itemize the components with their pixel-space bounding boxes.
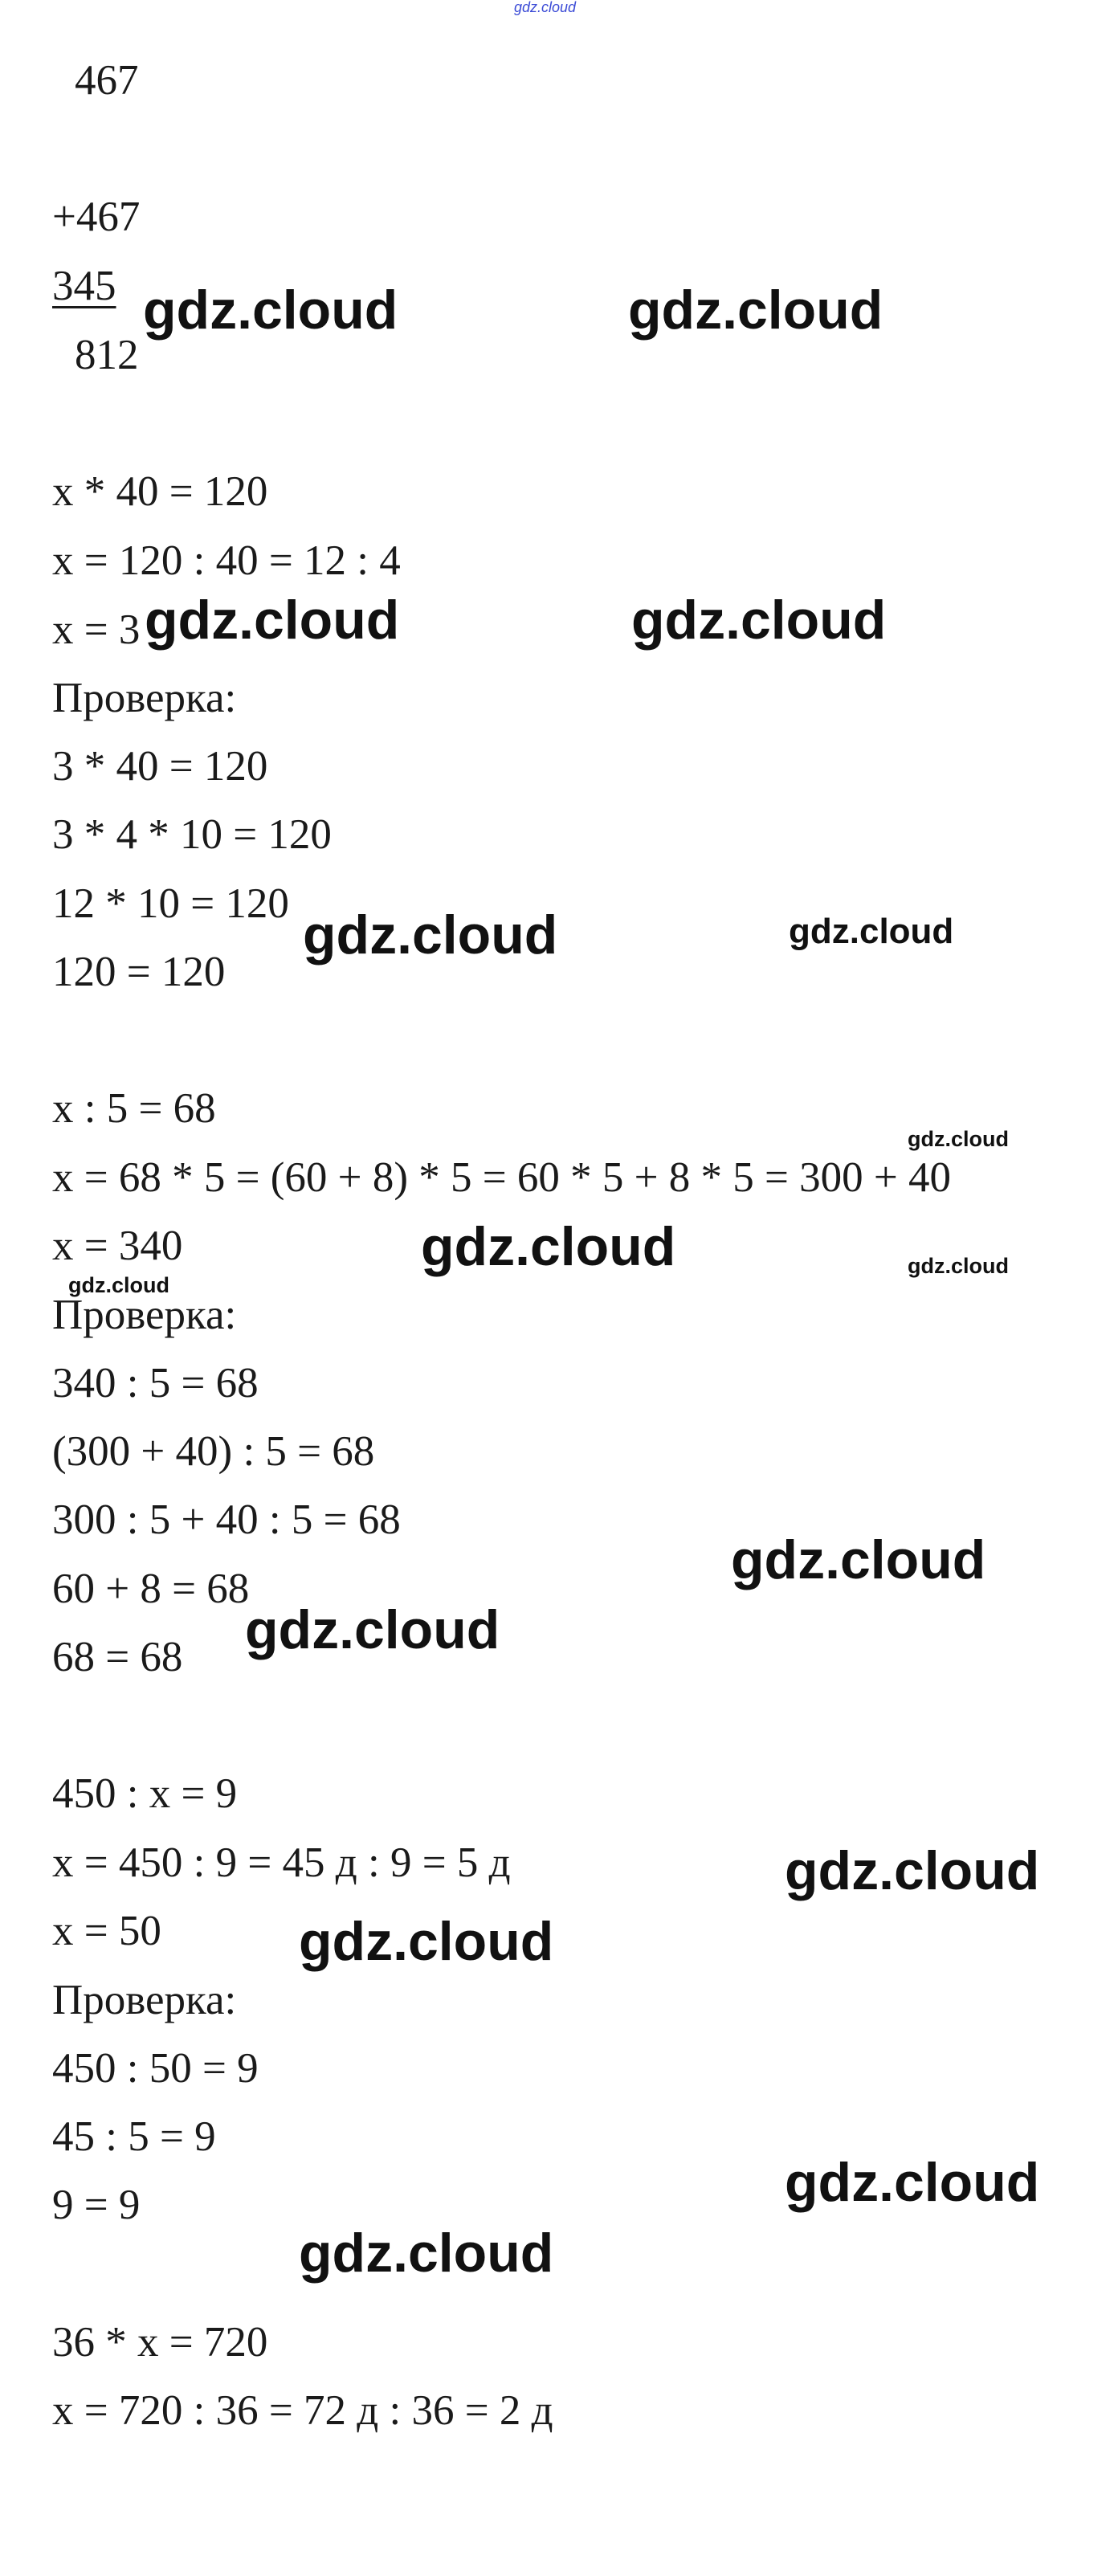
- site-mark: gdz.cloud: [514, 0, 577, 15]
- watermark: gdz.cloud: [908, 1127, 1009, 1151]
- watermark: gdz.cloud: [785, 2152, 1040, 2213]
- eq3-line-7: 9 = 9: [52, 2182, 141, 2228]
- eq4-line-1: 36 * x = 720: [52, 2319, 268, 2366]
- eq3-line-1: 450 : x = 9: [52, 1770, 238, 1817]
- watermark: gdz.cloud: [908, 1254, 1009, 1278]
- eq1-check-label: Проверка:: [52, 675, 237, 721]
- watermark: gdz.cloud: [731, 1529, 986, 1590]
- eq2-line-3: x = 340: [52, 1223, 183, 1269]
- eq2-check-label: Проверка:: [52, 1292, 237, 1338]
- watermark: gdz.cloud: [245, 1599, 500, 1660]
- watermark: gdz.cloud: [421, 1216, 676, 1277]
- eq3-line-5: 450 : 50 = 9: [52, 2045, 259, 2092]
- watermark: gdz.cloud: [299, 2223, 554, 2284]
- addition-sum: 812: [75, 332, 139, 378]
- eq3-line-6: 45 : 5 = 9: [52, 2113, 216, 2160]
- watermark: gdz.cloud: [785, 1840, 1040, 1901]
- watermark: gdz.cloud: [789, 912, 954, 951]
- eq2-line-6: (300 + 40) : 5 = 68: [52, 1428, 375, 1475]
- watermark: gdz.cloud: [628, 280, 883, 341]
- eq1-line-7: 12 * 10 = 120: [52, 880, 289, 927]
- eq1-line-8: 120 = 120: [52, 949, 226, 995]
- watermark: gdz.cloud: [303, 904, 558, 965]
- watermark: gdz.cloud: [299, 1911, 554, 1972]
- eq2-line-5: 340 : 5 = 68: [52, 1360, 259, 1406]
- eq1-line-1: x * 40 = 120: [52, 468, 268, 515]
- watermark: gdz.cloud: [631, 590, 887, 651]
- watermark: gdz.cloud: [68, 1273, 169, 1297]
- eq1-line-2: x = 120 : 40 = 12 : 4: [52, 537, 401, 584]
- eq3-line-2: x = 450 : 9 = 45 д : 9 = 5 д: [52, 1839, 511, 1886]
- eq3-line-3: x = 50: [52, 1908, 161, 1954]
- eq4-line-2: x = 720 : 36 = 72 д : 36 = 2 д: [52, 2387, 553, 2434]
- watermark: gdz.cloud: [143, 280, 398, 341]
- eq3-check-label: Проверка:: [52, 1977, 237, 2023]
- eq1-line-3: x = 3: [52, 606, 141, 653]
- eq1-line-6: 3 * 4 * 10 = 120: [52, 811, 332, 858]
- eq1-line-5: 3 * 40 = 120: [52, 743, 268, 790]
- eq2-line-1: x : 5 = 68: [52, 1085, 216, 1132]
- addition-line-2: +467: [52, 194, 141, 240]
- eq2-line-7: 300 : 5 + 40 : 5 = 68: [52, 1496, 401, 1543]
- eq2-line-2: x = 68 * 5 = (60 + 8) * 5 = 60 * 5 + 8 * 5 = 300 + 40: [52, 1154, 952, 1201]
- eq2-line-9: 68 = 68: [52, 1634, 183, 1680]
- eq2-line-8: 60 + 8 = 68: [52, 1566, 250, 1612]
- addition-line-1: 467: [75, 57, 139, 104]
- watermark: gdz.cloud: [145, 590, 400, 651]
- addition-line-3: 345: [52, 263, 116, 309]
